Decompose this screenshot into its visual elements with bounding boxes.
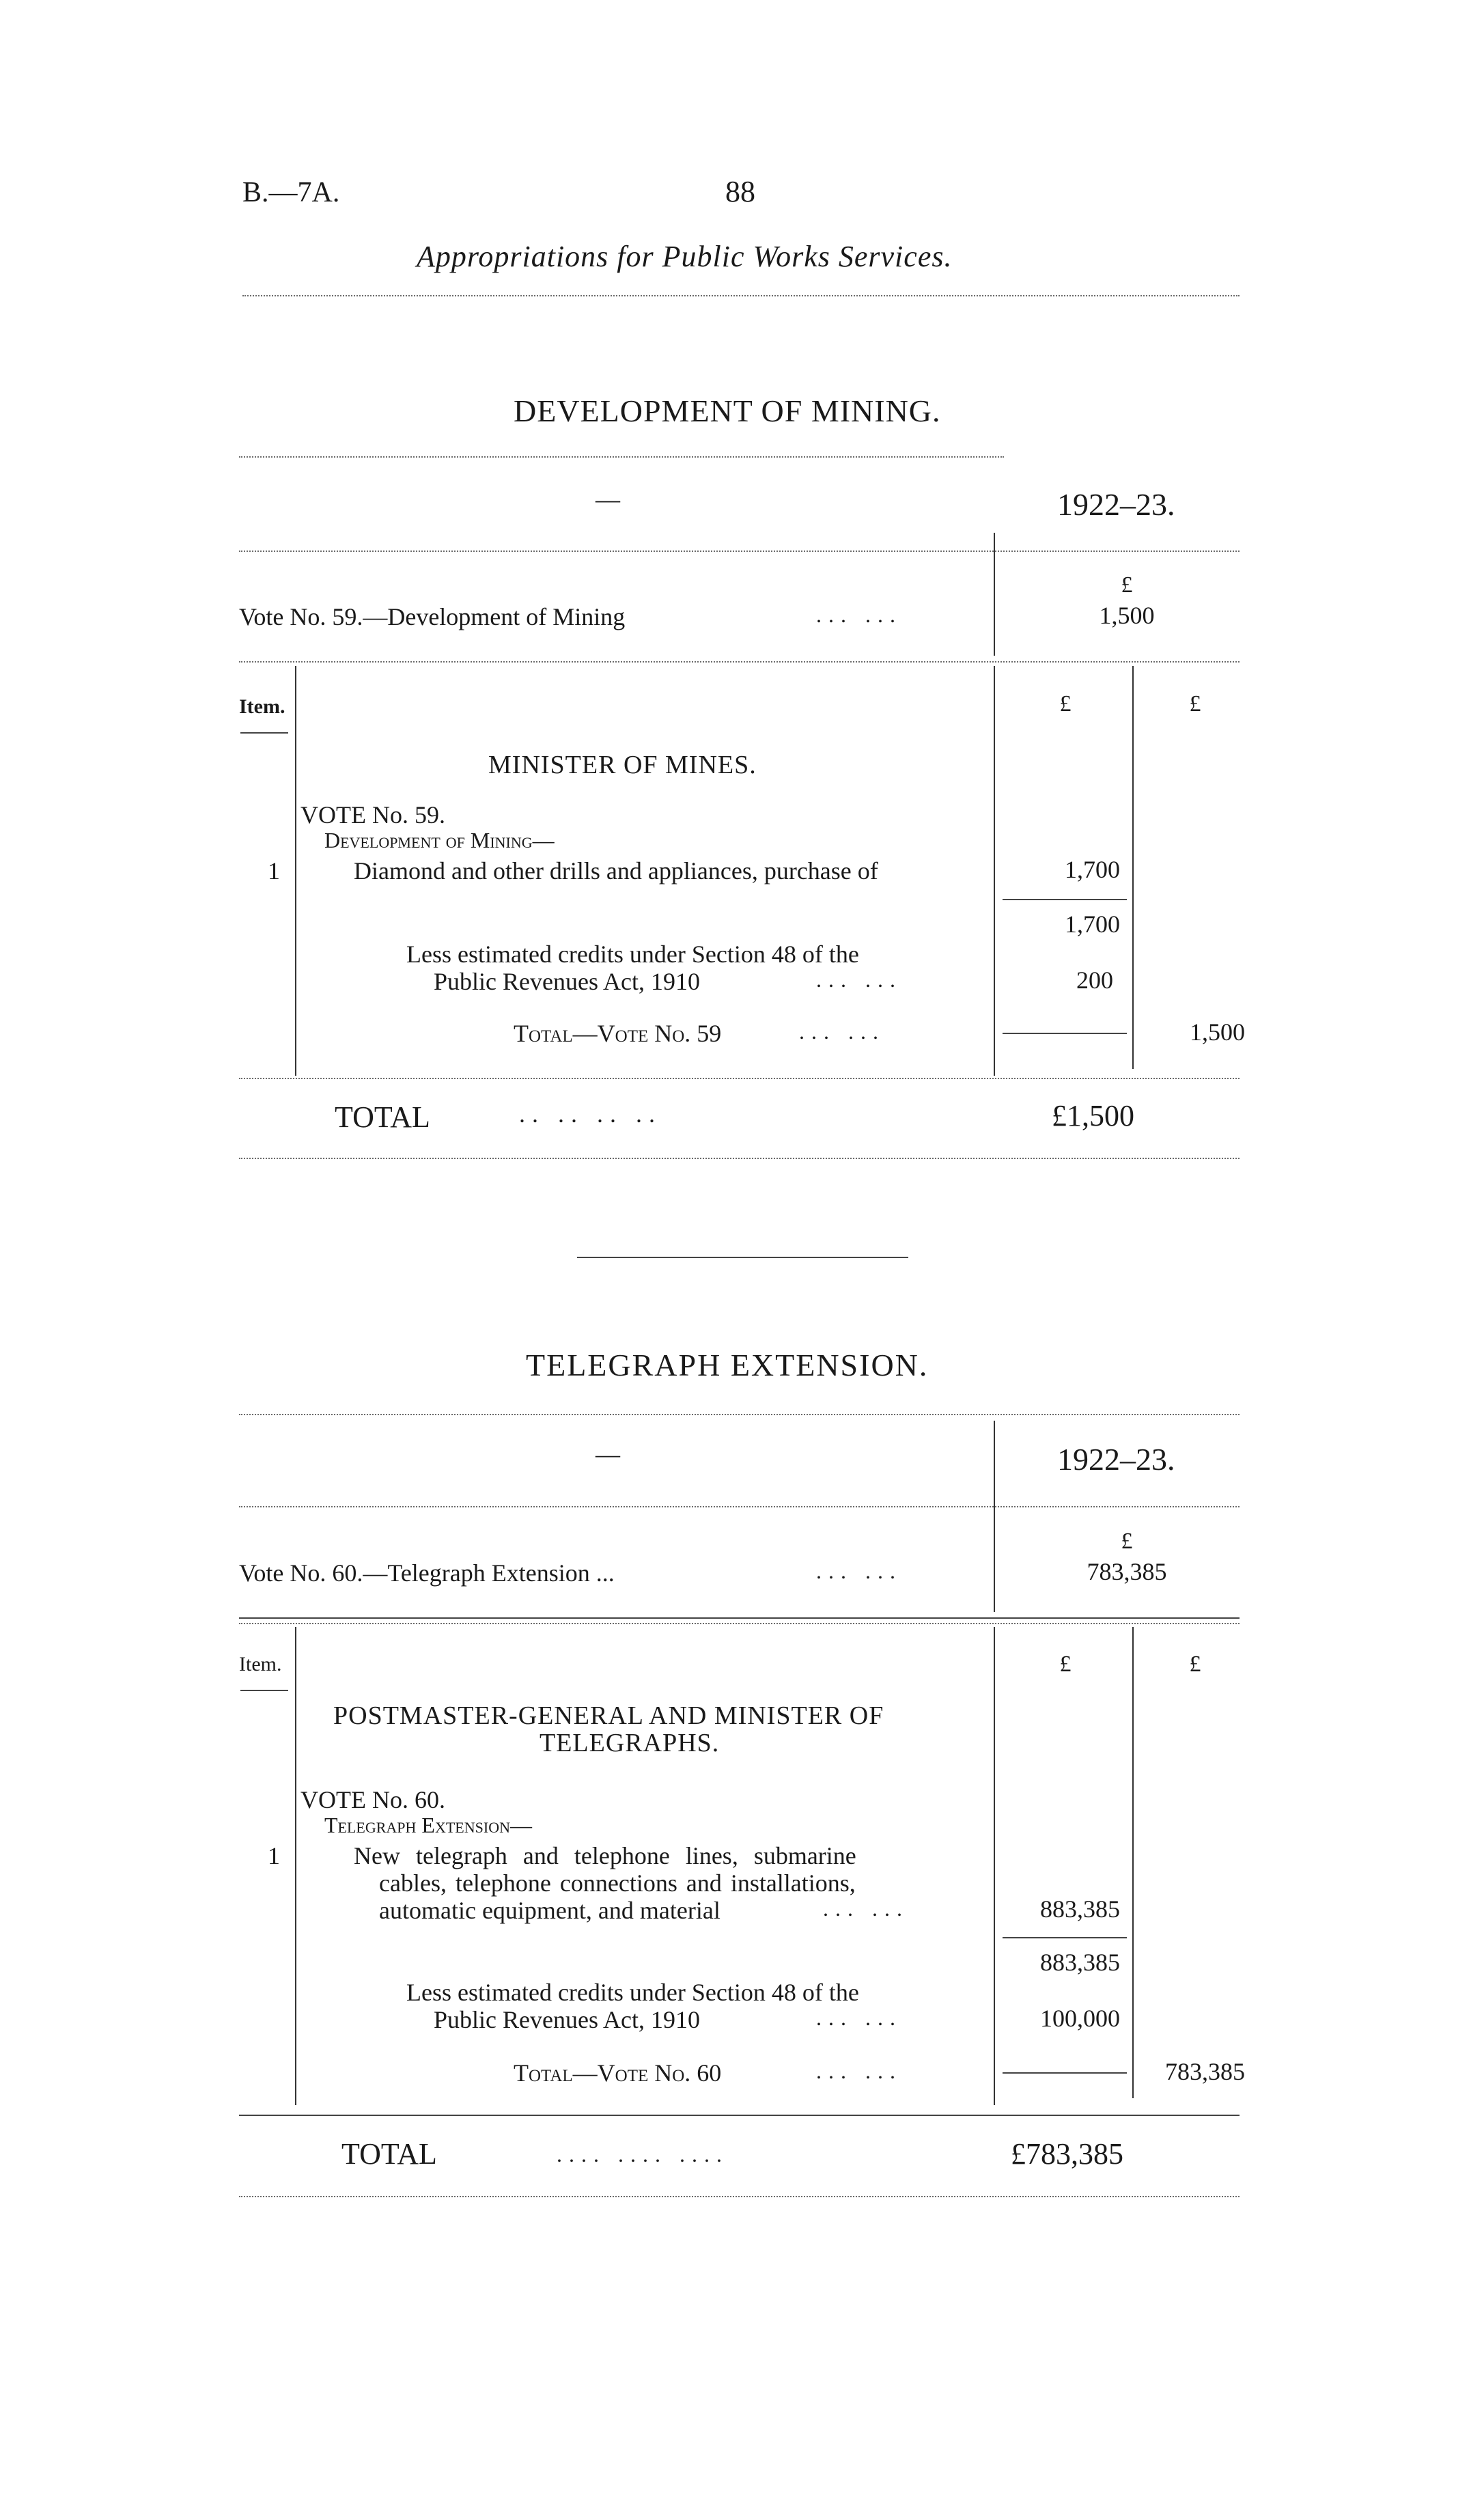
item-amount: 883,385: [1040, 1895, 1120, 1923]
less-dots: ... ...: [816, 2005, 902, 2030]
rule: [239, 1623, 1240, 1624]
section-title: DEVELOPMENT OF MINING.: [514, 393, 941, 428]
column-dash: —: [596, 1440, 620, 1468]
section-title: TELEGRAPH EXTENSION.: [526, 1348, 929, 1382]
rule: [239, 1617, 1240, 1619]
subtotal-amount: 883,385: [1040, 1949, 1120, 1976]
vote-number: VOTE No. 59.: [300, 801, 445, 828]
vote-dots: ... ...: [816, 1559, 902, 1583]
vote-number: VOTE No. 60.: [300, 1786, 445, 1813]
item-header-rule: [240, 1690, 288, 1691]
item-description-line-3: automatic equipment, and material: [379, 1897, 720, 1924]
subtotal-rule: [1003, 899, 1127, 900]
minister-heading: MINISTER OF MINES.: [488, 751, 757, 779]
rule: [239, 551, 1240, 552]
column-divider: [1132, 1627, 1134, 2098]
year-heading: 1922–23.: [1057, 487, 1175, 522]
less-amount: 200: [1076, 966, 1113, 994]
rule: [239, 1506, 1240, 1507]
vote-line: Vote No. 60.—Telegraph Extension ...: [239, 1559, 615, 1587]
vote-dots: ... ...: [816, 602, 902, 627]
total-vote-dots: ... ...: [816, 2059, 902, 2083]
grand-total-label: TOTAL: [335, 1100, 430, 1134]
currency-col-2: £: [1189, 1652, 1201, 1677]
grand-total-label: TOTAL: [341, 2137, 437, 2171]
item-description-line-1: New telegraph and telephone lines, submarine: [354, 1842, 856, 1869]
total-vote-dots: ... ...: [799, 1019, 885, 1044]
column-divider: [994, 666, 995, 1076]
section-divider: [577, 1257, 908, 1258]
item-description: Diamond and other drills and appliances, purchase of: [354, 857, 878, 885]
item-dots: ... ...: [823, 1896, 909, 1921]
item-column-divider: [295, 666, 296, 1076]
less-line-2: Public Revenues Act, 1910: [434, 968, 700, 995]
minister-heading-line-1: POSTMASTER-GENERAL AND MINISTER OF: [333, 1701, 884, 1730]
page-number: 88: [725, 175, 755, 208]
subtotal-rule: [1003, 1937, 1127, 1938]
currency-col-1: £: [1059, 691, 1072, 716]
grand-total-amount: £783,385: [1011, 2137, 1123, 2171]
vote-currency: £: [1121, 1529, 1133, 1554]
column-divider: [1132, 666, 1134, 1069]
grand-total-dots: .... .... ....: [557, 2142, 729, 2167]
vote-amount: 783,385: [1087, 1558, 1167, 1585]
rule: [239, 1078, 1240, 1079]
rule: [239, 1158, 1240, 1159]
column-divider: [994, 1421, 995, 1612]
header-rule: [242, 295, 1240, 296]
rule: [239, 661, 1240, 663]
item-column-divider: [295, 1627, 296, 2105]
item-header: Item.: [239, 1653, 282, 1675]
subhead: Telegraph Extension—: [324, 1813, 532, 1837]
page-subtitle: Appropriations for Public Works Services.: [417, 240, 953, 273]
rule: [239, 2196, 1240, 2197]
item-header-rule: [240, 732, 288, 734]
subhead: Development of Mining—: [324, 828, 555, 852]
vote-amount: 1,500: [1099, 602, 1155, 629]
year-heading: 1922–23.: [1057, 1442, 1175, 1477]
page-ref: B.—7A.: [242, 177, 340, 208]
total-vote-rule: [1003, 2072, 1127, 2074]
total-vote-label: Total—Vote No. 59: [514, 1020, 722, 1047]
less-amount: 100,000: [1040, 2005, 1120, 2032]
item-number: 1: [268, 1842, 280, 1869]
item-description-line-2: cables, telephone connections and installations,: [379, 1869, 856, 1897]
total-vote-amount: 1,500: [1190, 1018, 1245, 1046]
column-divider: [994, 1627, 995, 2105]
total-vote-rule: [1003, 1033, 1127, 1034]
less-line-1: Less estimated credits under Section 48 of the: [406, 941, 859, 968]
less-dots: ... ...: [816, 967, 902, 992]
rule: [239, 1414, 1240, 1415]
rule: [239, 2115, 1240, 2116]
total-vote-label: Total—Vote No. 60: [514, 2059, 722, 2087]
currency-col-1: £: [1059, 1652, 1072, 1677]
item-header: Item.: [239, 695, 285, 718]
grand-total-dots: .. .. .. ..: [519, 1100, 662, 1128]
total-vote-amount: 783,385: [1165, 2058, 1245, 2085]
currency-col-2: £: [1189, 691, 1201, 716]
vote-currency: £: [1121, 572, 1133, 598]
column-dash: —: [596, 486, 620, 513]
vote-line: Vote No. 59.—Development of Mining: [239, 603, 626, 630]
subtotal-amount: 1,700: [1065, 910, 1120, 938]
grand-total-amount: £1,500: [1052, 1099, 1134, 1132]
rule: [239, 456, 1004, 458]
item-number: 1: [268, 857, 280, 885]
minister-heading-line-2: TELEGRAPHS.: [540, 1729, 720, 1757]
less-line-2: Public Revenues Act, 1910: [434, 2006, 700, 2033]
less-line-1: Less estimated credits under Section 48 of the: [406, 1979, 859, 2006]
column-divider: [994, 533, 995, 656]
item-amount: 1,700: [1065, 856, 1120, 883]
